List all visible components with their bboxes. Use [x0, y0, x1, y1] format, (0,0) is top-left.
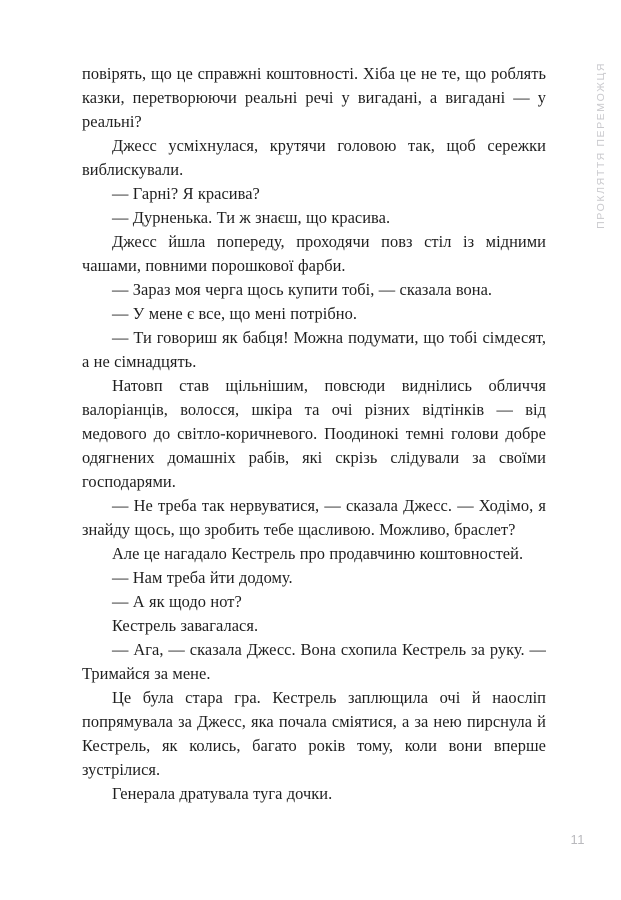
- paragraph: Кестрель завагалася.: [112, 616, 259, 635]
- dialogue-line: — Не треба так нервуватися, — сказала Джесс. — Ходімо, я знайду щось, що зробить тебе щасливою. Можливо, браслет?: [82, 496, 546, 539]
- body-text-column: [82, 62, 546, 806]
- paragraph: Джесс йшла попереду, проходячи повз стіл із мідними чашами, повними порошкової фарби.: [82, 232, 546, 275]
- running-head: [581, 62, 621, 302]
- paragraph: Натовп став щільнішим, повсюди виднілись обличчя валоріанців, волосся, шкіра та очі різних відтінків — від медового до світло-коричневого. Поодинокі темні голови добре одягнених домашніх рабів, які скрізь слідували за своїми господарями.: [82, 376, 546, 491]
- paragraph: Джесс усміхнулася, крутячи головою так, щоб сережки виблискували.: [82, 136, 546, 179]
- dialogue-line: — Гарні? Я красива?: [112, 184, 260, 203]
- running-head-title: ПРОКЛЯТТЯ ПЕРЕМОЖЦЯ: [594, 62, 607, 229]
- paragraph: Але це нагадало Кестрель про продавчиню коштовностей.: [112, 544, 524, 563]
- dialogue-line: — А як щодо нот?: [112, 592, 242, 611]
- dialogue-line: — У мене є все, що мені потрібно.: [112, 304, 358, 323]
- dialogue-line: — Зараз моя черга щось купити тобі, — сказала вона.: [112, 280, 493, 299]
- dialogue-line: — Нам треба йти додому.: [112, 568, 293, 587]
- paragraph: Це була стара гра. Кестрель заплющила очі й наосліп попрямувала за Джесс, яка почала сміятися, а за нею пирснула й Кестрель, як колись, багато років тому, коли вони вперше зустрілися.: [82, 688, 546, 779]
- paragraph: Генерала дратувала туга дочки.: [112, 784, 333, 803]
- paragraph: повірять, що це справжні коштовності. Хіба це не те, що роблять казки, перетворюючи реальні речі у вигадані, а вигадані — у реальні?: [82, 64, 546, 131]
- dialogue-line: — Ти говориш як бабця! Можна подумати, що тобі сімдесят, а не сімнадцять.: [82, 328, 546, 371]
- dialogue-line: — Дурненька. Ти ж знаєш, що красива.: [112, 208, 391, 227]
- page-number: 11: [570, 832, 585, 847]
- dialogue-line: — Ага, — сказала Джесс. Вона схопила Кестрель за руку. — Тримайся за мене.: [82, 640, 546, 683]
